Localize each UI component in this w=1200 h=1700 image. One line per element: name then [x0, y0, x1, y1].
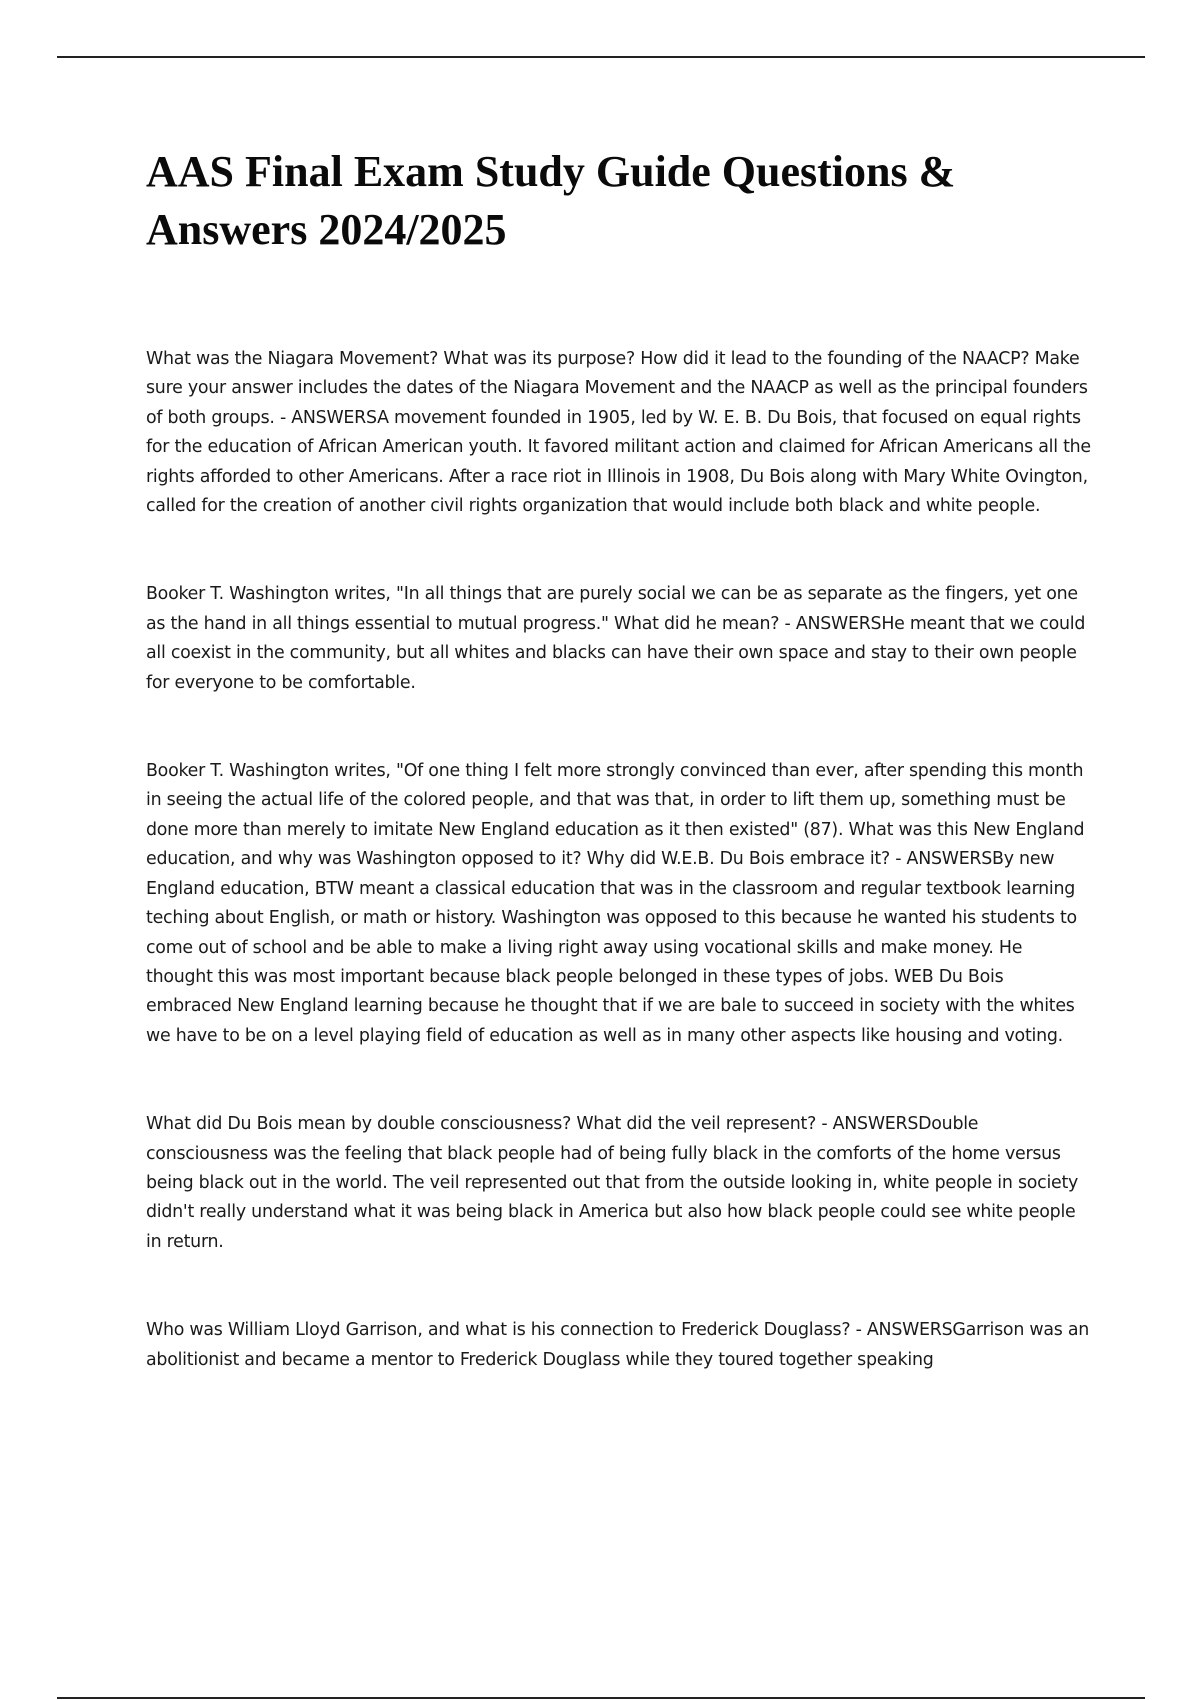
qa-list: [146, 345, 1092, 1434]
bottom-rule: [57, 1697, 1145, 1699]
qa-entry: What was the Niagara Movement? What was its purpose? How did it lead to the founding of the NAACP? Make sure your answer includes the dates of the Niagara Movement and the NAACP as well as the principal founders of both groups. - ANSWERSA movement founded in 1905, led by W. E. B. Du Bois, that focused on equal rights for the education of African American youth. It favored militant action and claimed for African Americans all the rights afforded to other Americans. After a race riot in Illinois in 1908, Du Bois along with Mary White Ovington, called for the creation of another civil rights organization that would include both black and white people.: [146, 349, 1091, 517]
qa-entry: What did Du Bois mean by double consciousness? What did the veil represent? - ANSWERSDouble consciousness was the feeling that black people had of being fully black in the comforts of the home versus being black out in the world. The veil represented out that from the outside looking in, white people in society didn't really understand what it was being black in America but also how black people could see white people in return.: [146, 1114, 1079, 1252]
top-rule: [57, 56, 1145, 58]
document-title: AAS Final Exam Study Guide Questions & Answers 2024/2025: [146, 147, 956, 254]
qa-entry: Booker T. Washington writes, "In all things that are purely social we can be as separate as the fingers, yet one as the hand in all things essential to mutual progress." What did he mean? - ANSWERSHe meant that we could all coexist in the community, but all whites and blacks can have their own space and stay to their own people for everyone to be comfortable.: [146, 584, 1086, 693]
qa-entry: Who was William Lloyd Garrison, and what is his connection to Frederick Douglass? - ANSWERSGarrison was an abolitionist and became a mentor to Frederick Douglass while they toured together speaking: [146, 1320, 1090, 1370]
qa-entry: Booker T. Washington writes, "Of one thing I felt more strongly convinced than ever, after spending this month in seeing the actual life of the colored people, and that was that, in order to lift them up, something must be done more than merely to imitate New England education as it then existed" (87). What was this New England education, and why was Washington opposed to it? Why did W.E.B. Du Bois embrace it? - ANSWERSBy new England education, BTW meant a classical education that was in the classroom and regular textbook learning teching about English, or math or history. Washington was opposed to this because he wanted his students to come out of school and be able to make a living right away using vocational skills and make money. He thought this was most important because black people belonged in these types of jobs. WEB Du Bois embraced New England learning because he thought that if we are bale to succeed in society with the whites we have to be on a level playing field of education as well as in many other aspects like housing and voting.: [146, 761, 1085, 1046]
